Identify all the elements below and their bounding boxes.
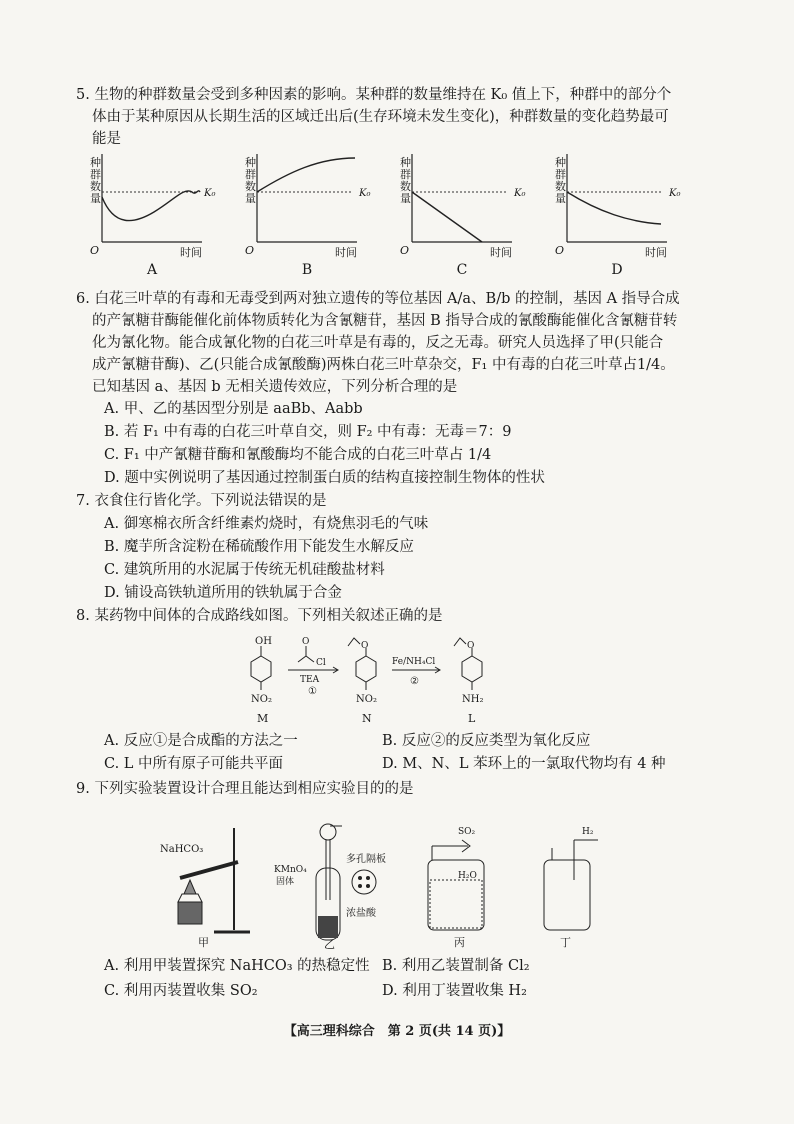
k0-label: K₀ <box>204 188 216 199</box>
y-axis-char-4: 量 <box>90 192 101 205</box>
yi-solid-label-2: 固体 <box>276 877 295 887</box>
q6-stem-line-2: 的产氰糖苷酶能催化前体物质转化为含氰糖苷，基因 B 指导合成的氰酸酶能催化含氰糖苷转 <box>92 313 678 329</box>
bing-liquid-label: H₂O <box>458 871 477 881</box>
curve-d <box>567 192 661 224</box>
svg-text:O: O <box>555 244 565 257</box>
svg-text:时间: 时间 <box>335 246 357 259</box>
n-label: N <box>362 712 372 725</box>
q5-graph-b <box>239 152 375 287</box>
x-axis-label: 时间 <box>180 246 202 259</box>
q9-apparatus-bing <box>418 820 508 950</box>
q6-option-c: C. F₁ 中产氰糖苷酶和氰酸酶均不能合成的白花三叶草占 1/4 <box>104 447 492 463</box>
ding-bottle <box>544 860 590 930</box>
cond-tea: TEA <box>300 675 320 685</box>
svg-text:群: 群 <box>555 168 566 181</box>
svg-text:O: O <box>245 244 255 257</box>
svg-text:群: 群 <box>400 168 411 181</box>
yi-acid-label: 浓盐酸 <box>346 908 376 919</box>
q9-option-c: C. 利用丙装置收集 SO₂ <box>104 983 258 999</box>
yi-label: 乙 <box>324 938 335 950</box>
q8-option-a: A. 反应①是合成酯的方法之一 <box>104 733 298 749</box>
q5-graph-a <box>84 152 220 287</box>
svg-text:数: 数 <box>245 180 256 193</box>
svg-text:时间: 时间 <box>490 246 512 259</box>
y-axis-char-3: 数 <box>90 180 101 193</box>
svg-text:种: 种 <box>555 156 566 169</box>
y-axis-char-1: 种 <box>90 156 101 169</box>
q7-option-d: D. 铺设高铁轨道所用的铁轨属于合金 <box>104 585 342 601</box>
n-nitro: NO₂ <box>356 694 377 705</box>
ding-gas-label: H₂ <box>582 827 594 837</box>
q6-stem-line-5: 已知基因 a、基因 b 无相关遗传效应，下列分析合理的是 <box>92 379 458 395</box>
q8-synthesis-scheme <box>240 632 560 730</box>
curve-b <box>257 158 355 192</box>
q8-option-b: B. 反应②的反应类型为氧化反应 <box>382 733 591 749</box>
y-axis-char-2: 群 <box>90 168 101 181</box>
jia-burner-base <box>178 902 202 924</box>
bing-label: 丙 <box>454 936 465 949</box>
origin-label: O <box>90 244 100 257</box>
step-2: ② <box>410 676 419 687</box>
yi-perforated-plate <box>352 870 376 894</box>
l-ester-o: O <box>467 641 475 651</box>
l-amino: NH₂ <box>462 694 484 705</box>
q9-apparatus-jia <box>150 820 260 950</box>
q5-stem-line-3: 能是 <box>92 131 121 147</box>
page-footer: 【高三理科综合 第 2 页(共 14 页)】 <box>283 1024 511 1039</box>
q8-option-d: D. M、N、L 苯环上的一氯取代物均有 4 种 <box>382 756 666 772</box>
svg-text:O: O <box>400 244 410 257</box>
bing-water <box>430 880 482 928</box>
svg-text:K₀: K₀ <box>359 188 371 199</box>
q7-option-a: A. 御寒棉衣所含纤维素灼烧时，有烧焦羽毛的气味 <box>104 516 429 532</box>
q6-option-d: D. 题中实例说明了基因通过控制蛋白质的结构直接控制生物体的性状 <box>104 470 545 486</box>
m-label: M <box>257 712 269 725</box>
m-hydroxyl: OH <box>255 636 272 647</box>
yi-plate-label: 多孔隔板 <box>346 854 386 865</box>
q6-stem-line-4: 成产氰糖苷酶)、乙(只能合成氰酸酶)两株白花三叶草杂交，F₁ 中有毒的白花三叶草占1/4。 <box>92 357 675 373</box>
q5-graph-d <box>549 152 685 287</box>
q9-option-b: B. 利用乙装置制备 Cl₂ <box>382 958 530 974</box>
jia-label: 甲 <box>198 936 209 949</box>
reagent-fe: Fe/NH₄Cl <box>392 657 436 667</box>
svg-text:数: 数 <box>555 180 566 193</box>
q6-stem-line-3: 化为氰化物。能合成氰化物的白花三叶草是有毒的，反之无毒。研究人员选择了甲(只能合 <box>92 335 664 351</box>
jia-burner <box>178 894 202 902</box>
m-benzene-ring <box>251 656 271 682</box>
n-benzene-ring <box>356 656 376 682</box>
q9-option-d: D. 利用丁装置收集 H₂ <box>382 983 527 999</box>
svg-text:数: 数 <box>400 180 411 193</box>
q5-graph-d-label: D <box>611 262 623 278</box>
m-nitro: NO₂ <box>251 694 272 705</box>
svg-text:量: 量 <box>555 192 566 205</box>
q5-graph-b-label: B <box>301 262 313 278</box>
l-benzene-ring <box>462 656 482 682</box>
q6-option-b: B. 若 F₁ 中有毒的白花三叶草自交，则 F₂ 中有毒：无毒＝7：9 <box>104 424 512 440</box>
q5-stem-line-2: 体由于某种原因从长期生活的区域迁出后(生存环境未发生变化)，种群数量的变化趋势最可 <box>92 109 669 125</box>
q6-stem-line-1: 6. 白花三叶草的有毒和无毒受到两对独立遗传的等位基因 A/a、B/b 的控制，基因 A 指导合成 <box>76 291 680 307</box>
q5-graph-c <box>394 152 530 287</box>
q5-stem-line-1: 5. 生物的种群数量会受到多种因素的影响。某种群的数量维持在 K₀ 值上下，种群中的部分个 <box>76 87 672 103</box>
q9-apparatus-yi <box>272 820 402 950</box>
q7-option-b: B. 魔芋所含淀粉在稀硫酸作用下能发生水解反应 <box>104 539 414 555</box>
q5-graph-a-label: A <box>146 262 158 278</box>
step-1: ① <box>308 686 317 697</box>
q8-option-c: C. L 中所有原子可能共平面 <box>104 756 284 772</box>
svg-text:群: 群 <box>245 168 256 181</box>
svg-text:种: 种 <box>400 156 411 169</box>
svg-text:时间: 时间 <box>645 246 667 259</box>
q9-apparatus-ding <box>530 820 610 950</box>
svg-text:种: 种 <box>245 156 256 169</box>
q5-graph-c-label: C <box>456 262 468 278</box>
l-label: L <box>468 712 476 725</box>
svg-text:K₀: K₀ <box>514 188 526 199</box>
bing-gas-label: SO₂ <box>458 827 476 837</box>
yi-solid <box>318 916 338 938</box>
q9-stem: 9. 下列实验装置设计合理且能达到相应实验目的的是 <box>76 781 414 797</box>
reagent-carbonyl-o: O <box>302 637 310 647</box>
q8-stem: 8. 某药物中间体的合成路线如图。下列相关叙述正确的是 <box>76 608 443 624</box>
reagent-chloride: Cl <box>316 658 326 668</box>
q7-option-c: C. 建筑所用的水泥属于传统无机硅酸盐材料 <box>104 562 385 578</box>
curve-a <box>102 191 200 221</box>
q6-option-a: A. 甲、乙的基因型分别是 aaBb、Aabb <box>104 401 363 417</box>
svg-text:量: 量 <box>400 192 411 205</box>
jia-test-tube <box>180 862 238 878</box>
q7-stem: 7. 衣食住行皆化学。下列说法错误的是 <box>76 493 327 509</box>
curve-c <box>412 192 482 242</box>
svg-text:K₀: K₀ <box>669 188 681 199</box>
yi-solid-label: KMnO₄ <box>274 865 307 875</box>
ding-label: 丁 <box>560 936 571 949</box>
n-ester-o: O <box>361 641 369 651</box>
svg-text:量: 量 <box>245 192 256 205</box>
q5-graph-options <box>84 152 704 287</box>
jia-reagent-label: NaHCO₃ <box>160 844 204 855</box>
q9-option-a: A. 利用甲装置探究 NaHCO₃ 的热稳定性 <box>104 958 370 974</box>
